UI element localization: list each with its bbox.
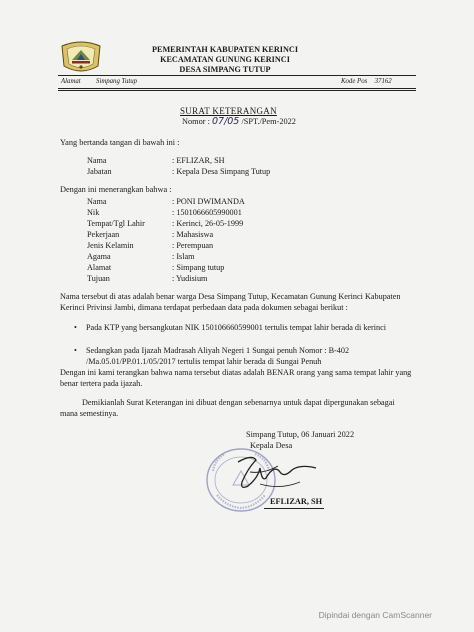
closing-paragraph: Demikianlah Surat Keterangan ini dibuat dengan sebenarnya untuk dapat dipergunakan sebagai mana semestinya. [60, 398, 395, 418]
bullet-marker: • [74, 323, 77, 332]
subject-value: : Yudisium [172, 274, 208, 283]
number-suffix: /SPT./Pem-2022 [241, 117, 296, 126]
signer-label: Nama [87, 156, 107, 165]
signer-value: : Kepala Desa Simpang Tutup [172, 167, 271, 176]
signature-place-date: Simpang Tutup, 06 Januari 2022 [246, 430, 355, 439]
subject-value: : PONI DWIMANDA [172, 197, 245, 206]
declaration-line: Dengan ini menerangkan bahwa : [60, 185, 172, 194]
letter-number [182, 116, 296, 127]
signature-name: EFLIZAR, SH [270, 497, 323, 506]
subject-value: : Islam [172, 252, 195, 261]
header-village-line: DESA SIMPANG TUTUP [179, 65, 271, 74]
subject-label: Nama [87, 197, 107, 206]
confirm-paragraph: Dengan ini kami terangkan bahwa nama tersebut diatas adalah BENAR orang yang sama tempat lahir yang benar tertera pada ijazah. [60, 368, 412, 388]
signer-label: Jabatan [87, 167, 112, 176]
subject-label: Jenis Kelamin [87, 241, 134, 250]
subject-value: : Simpang tutup [172, 263, 225, 272]
subject-label: Tempat/Tgl Lahir [87, 219, 145, 228]
subject-value: : Kerinci, 26-05-1999 [172, 219, 244, 228]
header-government-line: PEMERINTAH KABUPATEN KERINCI [151, 45, 299, 54]
header-postal-code [341, 78, 392, 85]
number-prefix: Nomor : [182, 117, 210, 126]
postal-label: Kode Pos [341, 78, 368, 85]
signature-name-underline [264, 508, 324, 509]
number-handwritten-2: 05 [227, 116, 240, 127]
subject-label: Alamat [87, 263, 112, 272]
postal-value: 37162 [374, 78, 392, 85]
header-district-line: KECAMATAN GUNUNG KERINCI [160, 55, 290, 64]
signature-position: Kepala Desa [250, 441, 293, 450]
address-value: Simpang Tutup [96, 78, 138, 85]
kerinci-regency-emblem [60, 40, 102, 74]
header-address [61, 78, 137, 85]
header-rule-thick [58, 75, 416, 76]
letter-title: SURAT KETERANGAN [180, 106, 277, 116]
intro-line: Yang bertanda tangan di bawah ini : [60, 138, 180, 147]
subject-label: Tujuan [87, 274, 110, 283]
subject-value: : Perempuan [172, 241, 214, 250]
header-rule-thin-2 [58, 90, 416, 91]
bullet-marker: • [74, 346, 77, 355]
subject-label: Agama [87, 252, 111, 261]
body-paragraph: Nama tersebut di atas adalah benar warga Desa Simpang Tutup, Kecamatan Gunung Kerinci Kabupaten Kerinci Privinsi Jambi, dimana terdapat perbedaan data pada dokumen sebagai berikut : [60, 292, 401, 312]
header-rule-thin [58, 88, 416, 89]
subject-label: Nik [87, 208, 100, 217]
handwritten-signature [230, 452, 320, 498]
subject-label: Pekerjaan [87, 230, 120, 239]
number-handwritten-1: 07 [211, 116, 225, 127]
bullet-ijazah: Sedangkan pada Ijazah Madrasah Aliyah Negeri 1 Sungai penuh Nomor : B-402 /Ma.05.01/PP.01.1/05/2017 tertulis tempat lahir berada di Sungai Penuh [86, 346, 350, 366]
address-label: Alamat [61, 78, 81, 85]
subject-value: : 1501066605990001 [172, 208, 242, 217]
number-handwritten-sep: / [224, 116, 228, 127]
subject-value: : Mahasiswa [172, 230, 214, 239]
signer-value: : EFLIZAR, SH [172, 156, 225, 165]
camscanner-watermark: Dipindai dengan CamScanner [318, 610, 432, 620]
bullet-ktp: Pada KTP yang bersangkutan NIK 150106660599001 tertulis tempat lahir berada di kerinci [86, 323, 387, 332]
